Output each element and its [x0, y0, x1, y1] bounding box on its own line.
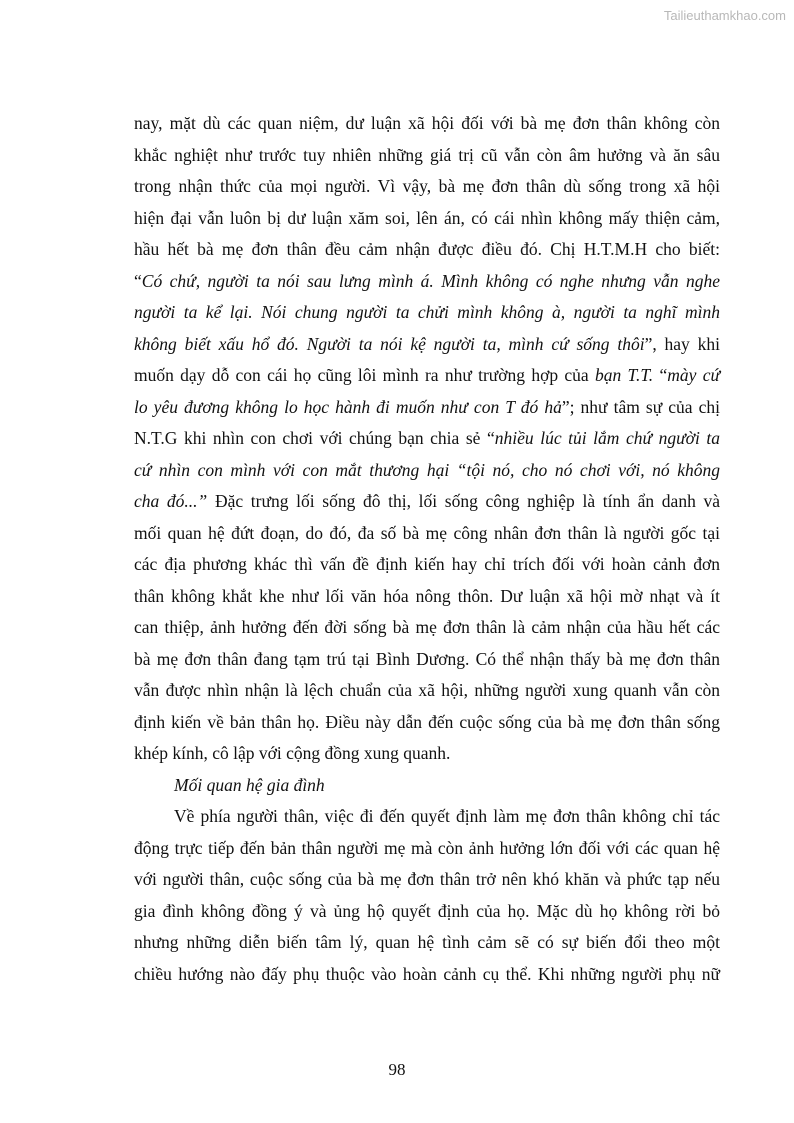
text-line [134, 423, 720, 455]
text-line [134, 833, 720, 865]
text-line [134, 234, 720, 266]
text-segment: Đặc trưng lối sống đô thị, lối sống công nghiệp là tính ẩn danh và [207, 491, 721, 511]
text-segment: ”; như tâm sự của chị [561, 396, 720, 417]
text-segment: “ [134, 270, 142, 291]
text-segment: hiện đại vẫn luôn bị dư luận xăm soi, lên án, có cái nhìn không mấy thiện cảm, [134, 207, 720, 228]
text-segment: thân không khắt khe như lối văn hóa nông thôn. Dư luận xã hội mờ nhạt và ít [134, 585, 720, 606]
text-segment: khắc nghiệt như trước tuy nhiên những giá trị cũ vẫn còn âm hưởng và ăn sâu [134, 144, 720, 165]
italic-segment: người ta kể lại. Nói chung người ta chửi mình không à, người ta nghĩ mình [134, 302, 720, 322]
text-line [134, 675, 720, 707]
text-segment: động trực tiếp đến bản thân người mẹ mà còn ảnh hưởng lớn đối với các quan hệ [134, 837, 720, 858]
text-segment: chiều hướng nào đấy phụ thuộc vào hoàn cảnh cụ thể. Khi những người phụ nữ [134, 963, 720, 984]
italic-segment: nhiều lúc tủi lắm chứ người ta [494, 428, 721, 448]
text-segment: hầu hết bà mẹ đơn thân đều cảm nhận được điều đó. Chị H.T.M.H cho biết: [134, 239, 720, 259]
text-line [134, 518, 720, 550]
text-segment: các địa phương khác thì vấn đề định kiến hay chỉ trích đối với hoàn cảnh đơn [134, 554, 720, 574]
text-line [134, 549, 720, 581]
text-line [134, 392, 720, 424]
text-segment: trong nhận thức của mọi người. Vì vậy, bà mẹ đơn thân dù sống trong xã hội [134, 176, 720, 196]
text-line [134, 297, 720, 329]
text-segment: định kiến về bản thân họ. Điều này dẫn đến cuộc sống của bà mẹ đơn thân sống [134, 711, 720, 732]
body-text [134, 108, 720, 990]
text-line [134, 612, 720, 644]
page-number: 98 [388, 1060, 406, 1079]
text-segment: mối quan hệ đứt đoạn, do đó, đa số bà mẹ công nhân đơn thân là người gốc tại [134, 522, 720, 543]
text-line [134, 581, 720, 613]
italic-segment: bạn T.T. [594, 365, 654, 385]
text-line [134, 108, 720, 140]
text-line [134, 896, 720, 928]
text-line [134, 171, 720, 203]
text-line [134, 329, 720, 361]
text-segment: can thiệp, ảnh hưởng đến đời sống bà mẹ đơn thân là cảm nhận của hầu hết các [134, 617, 720, 637]
text-line [134, 959, 720, 991]
text-line [134, 927, 720, 959]
italic-segment: không biết xấu hổ đó. Người ta nói kệ người ta, mình cứ sống thôi [134, 333, 645, 354]
text-segment: Mối quan hệ gia đình [174, 774, 325, 795]
text-line [134, 203, 720, 235]
text-line [134, 140, 720, 172]
text-line [134, 360, 720, 392]
text-segment: bà mẹ đơn thân đang tạm trú tại Bình Dương. Có thể nhận thấy bà mẹ đơn thân [134, 648, 720, 669]
text-segment: ”, hay khi [644, 333, 720, 354]
text-segment: nay, mặt dù các quan niệm, dư luận xã hội đối với bà mẹ đơn thân không còn [134, 113, 720, 133]
italic-segment: Có chứ, người ta nói sau lưng mình á. Mình không có nghe nhưng vẫn nghe [141, 270, 720, 291]
text-line [134, 707, 720, 739]
text-line [134, 455, 720, 487]
text-line [134, 486, 720, 518]
text-line [134, 801, 720, 833]
text-segment: muốn dạy dỗ con cái họ cũng lôi mình ra như trường hợp của [134, 365, 595, 385]
text-segment: khép kính, cô lập với cộng đồng xung quanh. [134, 743, 451, 763]
italic-segment: cha đó...” [134, 491, 208, 511]
watermark: Tailieuthamkhao.com [663, 8, 786, 23]
text-line [134, 738, 720, 770]
text-segment: vẫn được nhìn nhận là lệch chuẩn của xã hội, những người xung quanh vẫn còn [134, 680, 720, 700]
text-segment: với người thân, cuộc sống của bà mẹ đơn thân trở nên khó khăn và phức tạp nếu [134, 869, 720, 889]
text-segment: N.T.G khi nhìn con chơi với chúng bạn chia sẻ “ [134, 428, 495, 448]
text-segment: gia đình không đồng ý và ủng hộ quyết định của họ. Mặc dù họ không rời bỏ [134, 900, 720, 921]
text-segment: “ [653, 365, 668, 385]
italic-segment: mày cứ [667, 365, 720, 385]
text-line [134, 266, 720, 298]
text-line [134, 770, 720, 802]
text-line [134, 644, 720, 676]
italic-segment: cứ nhìn con mình với con mắt thương hại “tội nó, cho nó chơi với, nó không [134, 459, 720, 480]
italic-segment: lo yêu đương không lo học hành đi muốn như con T đó hả [134, 396, 562, 417]
text-segment: Về phía người thân, việc đi đến quyết định làm mẹ đơn thân không chỉ tác [174, 806, 720, 826]
text-segment: nhưng những diễn biến tâm lý, quan hệ tình cảm sẽ có sự biến đổi theo một [134, 932, 720, 952]
text-line [134, 864, 720, 896]
